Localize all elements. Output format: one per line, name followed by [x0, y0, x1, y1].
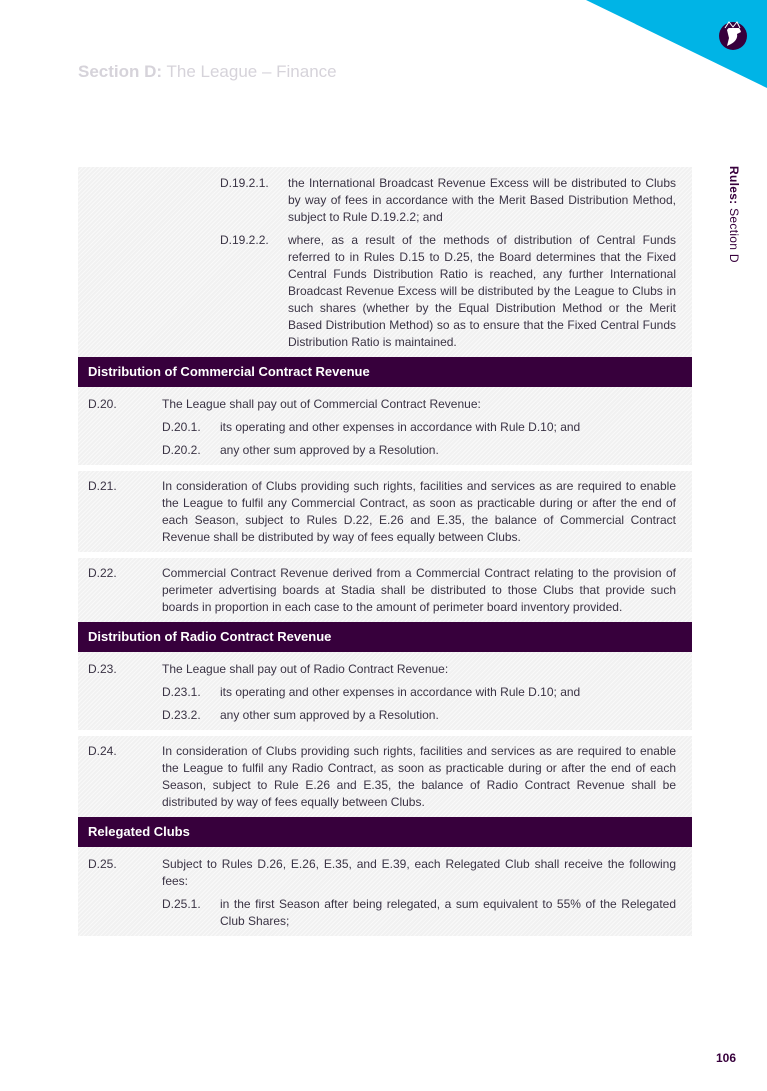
- rule-text: any other sum approved by a Resolution.: [220, 443, 439, 457]
- rule-d23: [88, 661, 676, 724]
- rule-number: D.20.1.: [162, 420, 201, 434]
- rule-number: D.23.2.: [162, 708, 201, 722]
- rule-text: Commercial Contract Revenue derived from a Commercial Contract relating to the provision of perimeter advertising boards at Stadia shall be distributed to those Clubs that provide such boards in proportion in each case to the amount of perimeter board inventory provided.: [162, 566, 676, 614]
- rule-block-d19: [78, 167, 692, 357]
- page-number: 106: [716, 1051, 737, 1065]
- side-tab-label: Rules:: [727, 166, 741, 205]
- rule-d19-2-2: [88, 232, 676, 351]
- rule-d20: [88, 396, 676, 459]
- rule-number: D.23.: [88, 662, 117, 676]
- rule-number: D.20.2.: [162, 443, 201, 457]
- rule-number: D.22.: [88, 566, 117, 580]
- rule-block-d21: [78, 471, 692, 552]
- rule-d20-2: [162, 442, 676, 459]
- rule-number: D.19.2.2.: [220, 233, 269, 247]
- section-label: Section D:: [78, 62, 163, 81]
- heading-radio: Distribution of Radio Contract Revenue: [78, 622, 692, 652]
- rule-d24: [88, 743, 676, 811]
- rule-block-d23: [78, 652, 692, 730]
- rule-d21: [88, 478, 676, 546]
- rule-text: in the first Season after being relegated, a sum equivalent to 55% of the Relegated Club Shares;: [220, 897, 676, 928]
- rule-d20-1: [162, 419, 676, 436]
- rule-number: D.25.1.: [162, 897, 201, 911]
- rule-number: D.25.: [88, 857, 117, 871]
- page-title: [78, 62, 337, 82]
- rule-text: its operating and other expenses in accordance with Rule D.10; and: [220, 685, 581, 699]
- premier-league-lion-logo: [719, 22, 747, 50]
- rule-text: any other sum approved by a Resolution.: [220, 708, 439, 722]
- rule-text: where, as a result of the methods of distribution of Central Funds referred to in Rules D.15 to D.25, the Board determines that the Fixed Central Funds Distribution Ratio is reached, any further International Broadcast Revenue Excess will be distributed by the League to Clubs in such shares (whether by the Equal Distribution Method or the Merit Based Distribution Method) so as to ensure that the Fixed Central Funds Distribution Ratio is maintained.: [288, 233, 676, 349]
- corner-decoration: [0, 0, 767, 110]
- rule-d23-1: [162, 684, 676, 701]
- section-title: The League – Finance: [166, 62, 337, 81]
- rule-block-d22: [78, 558, 692, 622]
- rule-d19-2-1: [88, 175, 676, 226]
- side-tab: [727, 166, 741, 263]
- rule-number: D.24.: [88, 744, 117, 758]
- rule-d23-2: [162, 707, 676, 724]
- rule-d25-1: [162, 896, 676, 930]
- rule-text: In consideration of Clubs providing such rights, facilities and services as are required to enable the League to fulfil any Commercial Contract, as soon as practicable during or after the end of each Season, subject to Rules D.22, E.26 and E.35, the balance of Commercial Contract Revenue shall be distributed by way of fees equally between Clubs.: [162, 479, 676, 544]
- rule-number: D.20.: [88, 397, 117, 411]
- heading-commercial: Distribution of Commercial Contract Revenue: [78, 357, 692, 387]
- rule-text: its operating and other expenses in accordance with Rule D.10; and: [220, 420, 581, 434]
- rule-text: The League shall pay out of Commercial Contract Revenue:: [162, 397, 481, 411]
- rules-content: [78, 167, 692, 936]
- heading-relegated: Relegated Clubs: [78, 817, 692, 847]
- rule-d25: [88, 856, 676, 930]
- rule-number: D.23.1.: [162, 685, 201, 699]
- rule-block-d20: [78, 387, 692, 465]
- rule-text: Subject to Rules D.26, E.26, E.35, and E.39, each Relegated Club shall receive the following fees:: [162, 857, 676, 888]
- rule-d22: [88, 565, 676, 616]
- side-tab-section: Section D: [727, 208, 741, 263]
- rule-number: D.21.: [88, 479, 117, 493]
- rule-text: In consideration of Clubs providing such rights, facilities and services as are required to enable the League to fulfil any Radio Contract, as soon as practicable during or after the end of each Season, subject to Rule E.26 and E.35, the balance of Radio Contract Revenue shall be distributed by way of fees equally between Clubs.: [162, 744, 676, 809]
- rule-block-d24: [78, 736, 692, 817]
- rule-number: D.19.2.1.: [220, 176, 269, 190]
- rule-text: the International Broadcast Revenue Excess will be distributed to Clubs by way of fees in accordance with the Merit Based Distribution Method, subject to Rule D.19.2.2; and: [288, 176, 676, 224]
- rule-text: The League shall pay out of Radio Contract Revenue:: [162, 662, 449, 676]
- rule-block-d25: [78, 847, 692, 936]
